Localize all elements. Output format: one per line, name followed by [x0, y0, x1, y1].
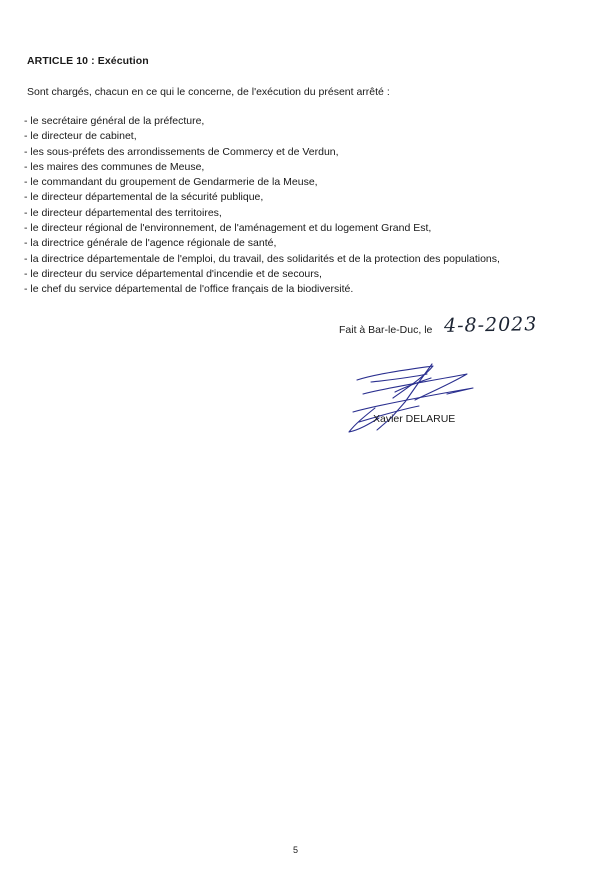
list-item: - le directeur départemental de la sécurité publique,: [24, 191, 264, 204]
article-title: ARTICLE 10 : Exécution: [27, 55, 149, 67]
handwritten-date: 4-8-2023: [443, 313, 538, 337]
list-item: - les sous-préfets des arrondissements de Commercy et de Verdun,: [24, 145, 339, 158]
signature-stroke: [371, 374, 427, 382]
list-item: - le directeur du service départemental d'incendie et de secours,: [24, 267, 322, 280]
responsible-list: [24, 114, 500, 298]
list-item: - le secrétaire général de la préfecture,: [24, 115, 205, 127]
list-item: - le commandant du groupement de Gendarmerie de la Meuse,: [24, 176, 318, 189]
signer-name: Xavier DELARUE: [373, 413, 456, 425]
list-item: - le chef du service départemental de l'office français de la biodiversité.: [24, 283, 354, 296]
list-item: - le directeur départemental des territoires,: [24, 206, 222, 219]
page-number: 5: [292, 845, 298, 855]
list-item: - les maires des communes de Meuse,: [24, 160, 205, 173]
article-intro: Sont chargés, chacun en ce qui le concerne, de l'exécution du présent arrêté :: [27, 86, 390, 98]
list-item: - le directeur régional de l'environnement, de l'aménagement et du logement Grand Est,: [24, 222, 432, 235]
list-item: - le directeur de cabinet,: [24, 130, 137, 143]
place-label: Fait à Bar-le-Duc, le: [339, 324, 433, 336]
list-item: - la directrice générale de l'agence régionale de santé,: [24, 237, 277, 250]
list-item: - la directrice départementale de l'emploi, du travail, des solidarités et de la protection des populations,: [24, 252, 500, 265]
